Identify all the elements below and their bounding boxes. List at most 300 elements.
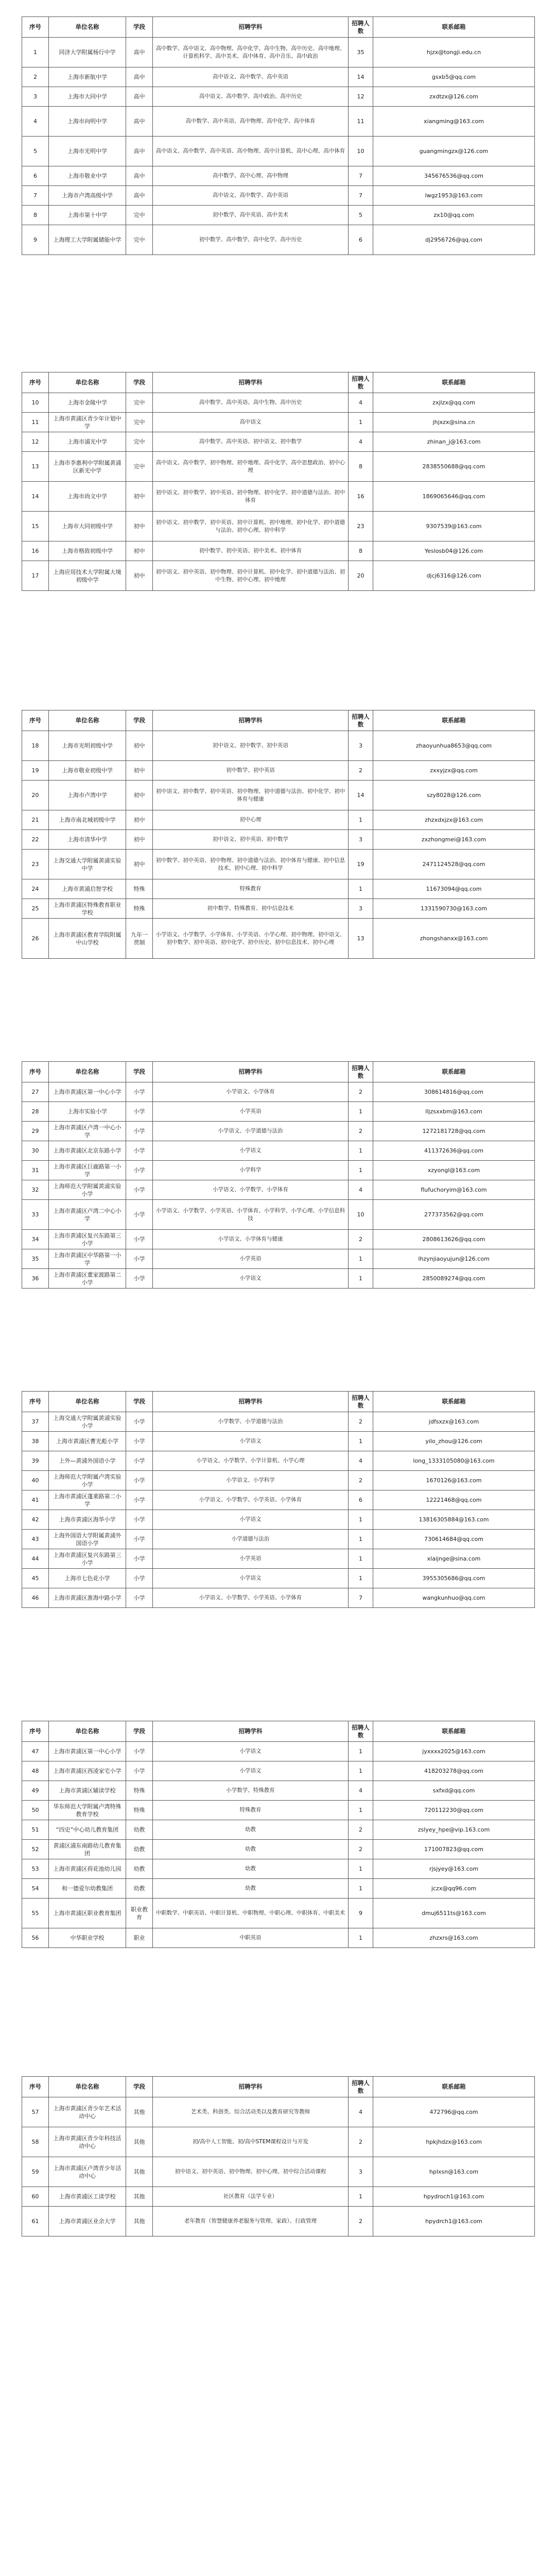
school-stage: 初中 xyxy=(126,731,153,761)
school-stage: 高中 xyxy=(126,166,153,186)
column-header-subjects: 招聘学科 xyxy=(153,1721,349,1742)
unit-name: 上海市金陵中学 xyxy=(49,393,126,413)
row-number: 39 xyxy=(22,1451,49,1471)
table-row xyxy=(22,482,535,512)
hiring-count: 2 xyxy=(349,761,373,781)
subjects: 幼教 xyxy=(153,1840,349,1859)
school-stage: 完中 xyxy=(126,452,153,482)
subjects: 小学语文、小学数学、小学英语、小学体育、小学科学、小学心理、小学信息科技 xyxy=(153,1200,349,1230)
row-number: 17 xyxy=(22,561,49,591)
subjects: 小学语文 xyxy=(153,1269,349,1289)
contact-email: zhaoyunhua8653@qq.com xyxy=(373,731,535,761)
contact-email: hplxsn@163.com xyxy=(373,2157,535,2187)
row-number: 4 xyxy=(22,107,49,137)
school-stage: 初中 xyxy=(126,482,153,512)
hiring-count: 4 xyxy=(349,1180,373,1200)
contact-email: dmuj6511ts@163.com xyxy=(373,1899,535,1928)
contact-email: 12221468@qq.com xyxy=(373,1490,535,1510)
row-number: 1 xyxy=(22,38,49,67)
table-row xyxy=(22,186,535,206)
row-number: 56 xyxy=(22,1928,49,1948)
school-stage: 特殊 xyxy=(126,899,153,919)
table-row xyxy=(22,166,535,186)
subjects: 幼教 xyxy=(153,1879,349,1899)
hiring-count: 3 xyxy=(349,2157,373,2187)
table-row xyxy=(22,1161,535,1180)
row-number: 44 xyxy=(22,1549,49,1569)
row-number: 31 xyxy=(22,1161,49,1180)
subjects: 小学道德与法治 xyxy=(153,1530,349,1549)
unit-name: 上海市黄浦区青少年科技活动中心 xyxy=(49,2127,126,2157)
subjects: 幼教 xyxy=(153,1859,349,1879)
table-row xyxy=(22,761,535,781)
hiring-count: 1 xyxy=(349,1102,373,1122)
subjects: 初/高中人工智能、初/高中STEM课程设计与开发 xyxy=(153,2127,349,2157)
table-row xyxy=(22,1510,535,1530)
unit-name: 上海应用技术大学附属大境初级中学 xyxy=(49,561,126,591)
contact-email: flufuchoryim@163.com xyxy=(373,1180,535,1200)
contact-email: xiangming@163.com xyxy=(373,107,535,137)
unit-name: 上海交通大学附属黄浦实验中学 xyxy=(49,850,126,879)
school-stage: 职业教育 xyxy=(126,1899,153,1928)
school-stage: 高中 xyxy=(126,67,153,87)
unit-name: 上海师范大学附属卢湾实验小学 xyxy=(49,1471,126,1490)
unit-name: 上海市黄浦区青少年计划中学 xyxy=(49,413,126,432)
row-number: 58 xyxy=(22,2127,49,2157)
table-header-row xyxy=(22,17,535,38)
table-row xyxy=(22,452,535,482)
contact-email: jczx@qq96.com xyxy=(373,1879,535,1899)
table-row xyxy=(22,1432,535,1451)
hiring-count: 14 xyxy=(349,67,373,87)
row-number: 57 xyxy=(22,2097,49,2127)
school-stage: 小学 xyxy=(126,1269,153,1289)
row-number: 9 xyxy=(22,225,49,255)
subjects: 初中语文、初中数学、初中英语、初中物理、初中化学、初中道德与法治、初中体育 xyxy=(153,482,349,512)
school-stage: 其他 xyxy=(126,2187,153,2207)
unit-name: 上海师范大学附属黄浦实验小学 xyxy=(49,1180,126,1200)
column-header-subjects: 招聘学科 xyxy=(153,372,349,393)
school-stage: 完中 xyxy=(126,432,153,452)
unit-name: 上海市黄浦区西凌家宅小学 xyxy=(49,1761,126,1781)
column-header-hiring-count: 招聘人数 xyxy=(349,710,373,731)
recruitment-table xyxy=(22,1061,535,1289)
unit-name: 上海市第十中学 xyxy=(49,206,126,225)
subjects: 小学语文 xyxy=(153,1742,349,1761)
unit-name: 上海市南北城初级中学 xyxy=(49,810,126,830)
school-stage: 小学 xyxy=(126,1249,153,1269)
hiring-count: 4 xyxy=(349,393,373,413)
table-row xyxy=(22,206,535,225)
unit-name: 上海市黄浦区复兴东路第三小学 xyxy=(49,1549,126,1569)
row-number: 23 xyxy=(22,850,49,879)
contact-email: 2838550688@qq.com xyxy=(373,452,535,482)
row-number: 20 xyxy=(22,781,49,810)
unit-name: 上海交通大学附属黄浦实验小学 xyxy=(49,1412,126,1432)
row-number: 30 xyxy=(22,1141,49,1161)
contact-email: gsxb5@qq.com xyxy=(373,67,535,87)
unit-name: 上海市黄浦区职业教育集团 xyxy=(49,1899,126,1928)
subjects: 小学英语 xyxy=(153,1549,349,1569)
subjects: 高中数学、高中语文、高中物理、高中化学、高中生物、高中历史、高中地理、计算机科学、高中美术、高中体育、高中音乐、高中政治 xyxy=(153,38,349,67)
hiring-count: 2 xyxy=(349,1412,373,1432)
subjects: 小学语文、小学体育 xyxy=(153,1082,349,1102)
row-number: 27 xyxy=(22,1082,49,1102)
row-number: 61 xyxy=(22,2207,49,2236)
school-stage: 小学 xyxy=(126,1451,153,1471)
row-number: 12 xyxy=(22,432,49,452)
school-stage: 初中 xyxy=(126,810,153,830)
school-stage: 其他 xyxy=(126,2207,153,2236)
hiring-count: 8 xyxy=(349,541,373,561)
unit-name: 上海市黄浦区曹光彪小学 xyxy=(49,1432,126,1451)
hiring-count: 4 xyxy=(349,1781,373,1801)
subjects: 小学语文、小学数学、小学英语、小学体育 xyxy=(153,1588,349,1608)
column-header-row-number: 序号 xyxy=(22,2077,49,2097)
unit-name: 上海市黄浦区第一中心小学 xyxy=(49,1082,126,1102)
contact-email: rjsjyey@163.com xyxy=(373,1859,535,1879)
contact-email: zslyey_hpe@vip.163.com xyxy=(373,1820,535,1840)
hiring-count: 1 xyxy=(349,1249,373,1269)
contact-email: lhzynjiaoyujun@126.com xyxy=(373,1249,535,1269)
contact-email: 345676536@qq.com xyxy=(373,166,535,186)
unit-name: 上海市李惠利中学附属黄浦区新光中学 xyxy=(49,452,126,482)
subjects: 初中心理 xyxy=(153,810,349,830)
table-row xyxy=(22,1840,535,1859)
contact-email: zhinan_j@163.com xyxy=(373,432,535,452)
subjects: 初中数学、高中数学、高中化学、高中历史 xyxy=(153,225,349,255)
table-header-row xyxy=(22,710,535,731)
column-header-school-stage: 学段 xyxy=(126,372,153,393)
subjects: 初中语文、初中数学、初中英语、初中物理、初中道德与法治、初中化学、初中体育与健康 xyxy=(153,781,349,810)
column-header-row-number: 序号 xyxy=(22,1062,49,1082)
table-row xyxy=(22,1082,535,1102)
school-stage: 初中 xyxy=(126,830,153,850)
unit-name: 上海市黄浦区青少年艺术活动中心 xyxy=(49,2097,126,2127)
column-header-hiring-count: 招聘人数 xyxy=(349,2077,373,2097)
row-number: 36 xyxy=(22,1269,49,1289)
school-stage: 小学 xyxy=(126,1490,153,1510)
hiring-count: 8 xyxy=(349,452,373,482)
contact-email: 2850089274@qq.com xyxy=(373,1269,535,1289)
subjects: 初中数学、特殊教育、初中信息技术 xyxy=(153,899,349,919)
contact-email: 730614684@qq.com xyxy=(373,1530,535,1549)
unit-name: 上海市黄浦区教育学院附属中山学校 xyxy=(49,919,126,959)
contact-email: 171007823@qq.com xyxy=(373,1840,535,1859)
table-row xyxy=(22,1412,535,1432)
subjects: 特殊教育 xyxy=(153,1801,349,1820)
school-stage: 小学 xyxy=(126,1742,153,1761)
column-header-school-stage: 学段 xyxy=(126,1062,153,1082)
table-row xyxy=(22,432,535,452)
table-row xyxy=(22,1859,535,1879)
subjects: 高中语文、高中数学、高中英语 xyxy=(153,67,349,87)
table-section xyxy=(22,372,534,591)
subjects: 初中数学、高中英语、高中美术 xyxy=(153,206,349,225)
subjects: 初中数学、初中英语 xyxy=(153,761,349,781)
contact-email: 1869065646@qq.com xyxy=(373,482,535,512)
hiring-count: 3 xyxy=(349,731,373,761)
table-row xyxy=(22,67,535,87)
subjects: 小学语文 xyxy=(153,1569,349,1588)
row-number: 45 xyxy=(22,1569,49,1588)
table-row xyxy=(22,2187,535,2207)
contact-email: 1670126@163.com xyxy=(373,1471,535,1490)
unit-name: 上海市光明初级中学 xyxy=(49,731,126,761)
table-row xyxy=(22,87,535,107)
school-stage: 其他 xyxy=(126,2157,153,2187)
table-row xyxy=(22,1451,535,1471)
hiring-count: 1 xyxy=(349,2187,373,2207)
hiring-count: 1 xyxy=(349,413,373,432)
recruitment-table xyxy=(22,16,535,255)
table-header-row xyxy=(22,2077,535,2097)
hiring-count: 35 xyxy=(349,38,373,67)
contact-email: zhongshanxx@163.com xyxy=(373,919,535,959)
school-stage: 特殊 xyxy=(126,1801,153,1820)
subjects: 高中语文、高中数学、高中政治、高中历史 xyxy=(153,87,349,107)
subjects: 中职数学、中职英语、中职计算机、中职物理、中职心理、中职体育、中职美术 xyxy=(153,1899,349,1928)
contact-email: hpydrch1@163.com xyxy=(373,2207,535,2236)
row-number: 3 xyxy=(22,87,49,107)
table-row xyxy=(22,1230,535,1249)
column-header-subjects: 招聘学科 xyxy=(153,1062,349,1082)
table-row xyxy=(22,1820,535,1840)
row-number: 5 xyxy=(22,137,49,166)
subjects: 幼教 xyxy=(153,1820,349,1840)
hiring-count: 2 xyxy=(349,2127,373,2157)
contact-email: hpkjhdzx@163.com xyxy=(373,2127,535,2157)
unit-name: 上海市光明中学 xyxy=(49,137,126,166)
row-number: 29 xyxy=(22,1122,49,1141)
table-row xyxy=(22,107,535,137)
contact-email: xlaijnge@sina.com xyxy=(373,1549,535,1569)
row-number: 24 xyxy=(22,879,49,899)
unit-name: 上海市大同初级中学 xyxy=(49,512,126,541)
table-row xyxy=(22,512,535,541)
school-stage: 初中 xyxy=(126,561,153,591)
row-number: 34 xyxy=(22,1230,49,1249)
hiring-count: 2 xyxy=(349,2207,373,2236)
unit-name: 上海市黄浦区业余大学 xyxy=(49,2207,126,2236)
table-header-row xyxy=(22,1062,535,1082)
hiring-count: 19 xyxy=(349,850,373,879)
unit-name: 上海市卢湾高级中学 xyxy=(49,186,126,206)
contact-email: long_1333105080@163.com xyxy=(373,1451,535,1471)
table-section xyxy=(22,1061,534,1289)
school-stage: 小学 xyxy=(126,1180,153,1200)
school-stage: 初中 xyxy=(126,850,153,879)
unit-name: 上海市浦光中学 xyxy=(49,432,126,452)
hiring-count: 1 xyxy=(349,1569,373,1588)
unit-name: 上外—黄浦外国语小学 xyxy=(49,1451,126,1471)
table-header-row xyxy=(22,372,535,393)
recruitment-table xyxy=(22,1391,535,1608)
column-header-unit-name: 单位名称 xyxy=(49,17,126,38)
row-number: 41 xyxy=(22,1490,49,1510)
hiring-count: 1 xyxy=(349,1742,373,1761)
subjects: 小学数学、特殊教育 xyxy=(153,1781,349,1801)
table-row xyxy=(22,2097,535,2127)
subjects: 小学语文 xyxy=(153,1432,349,1451)
contact-email: sxfxd@qq.com xyxy=(373,1781,535,1801)
contact-email: lwgz1953@163.com xyxy=(373,186,535,206)
hiring-count: 7 xyxy=(349,1588,373,1608)
school-stage: 特殊 xyxy=(126,1781,153,1801)
column-header-subjects: 招聘学科 xyxy=(153,2077,349,2097)
row-number: 42 xyxy=(22,1510,49,1530)
column-header-contact-email: 联系邮箱 xyxy=(373,1062,535,1082)
table-row xyxy=(22,1569,535,1588)
row-number: 10 xyxy=(22,393,49,413)
table-row xyxy=(22,1899,535,1928)
hiring-count: 1 xyxy=(349,1761,373,1781)
contact-email: 472796@qq.com xyxy=(373,2097,535,2127)
unit-name: 上海市黄浦区卢湾青少年活动中心 xyxy=(49,2157,126,2187)
school-stage: 幼教 xyxy=(126,1879,153,1899)
row-number: 59 xyxy=(22,2157,49,2187)
column-header-unit-name: 单位名称 xyxy=(49,1392,126,1412)
column-header-contact-email: 联系邮箱 xyxy=(373,1721,535,1742)
table-row xyxy=(22,1122,535,1141)
row-number: 46 xyxy=(22,1588,49,1608)
subjects: 初中语文、初中英语、初中物理、初中心理、初中综合活动课程 xyxy=(153,2157,349,2187)
table-row xyxy=(22,225,535,255)
table-row xyxy=(22,1530,535,1549)
table-row xyxy=(22,38,535,67)
table-section xyxy=(22,1391,534,1608)
column-header-contact-email: 联系邮箱 xyxy=(373,2077,535,2097)
table-row xyxy=(22,393,535,413)
school-stage: 小学 xyxy=(126,1141,153,1161)
unit-name: 上海市黄浦区卢湾二中心小学 xyxy=(49,1200,126,1230)
table-row xyxy=(22,1549,535,1569)
unit-name: 上海市黄浦区淮海中路小学 xyxy=(49,1588,126,1608)
table-row xyxy=(22,1269,535,1289)
unit-name: 上海市黄浦区卢湾一中心小学 xyxy=(49,1122,126,1141)
school-stage: 高中 xyxy=(126,137,153,166)
table-row xyxy=(22,1801,535,1820)
column-header-unit-name: 单位名称 xyxy=(49,710,126,731)
table-row xyxy=(22,1742,535,1761)
unit-name: 上海市黄浦区海华小学 xyxy=(49,1510,126,1530)
contact-email: djcj6316@126.com xyxy=(373,561,535,591)
recruitment-table xyxy=(22,372,535,591)
school-stage: 特殊 xyxy=(126,879,153,899)
school-stage: 小学 xyxy=(126,1412,153,1432)
subjects: 初中语文、初中数学、初中英语、初中计算机、初中地理、初中化学、初中道德与法治、初中心理、初中科学 xyxy=(153,512,349,541)
row-number: 22 xyxy=(22,830,49,850)
school-stage: 小学 xyxy=(126,1530,153,1549)
hiring-count: 2 xyxy=(349,1122,373,1141)
hiring-count: 7 xyxy=(349,166,373,186)
contact-email: 2471124528@qq.com xyxy=(373,850,535,879)
row-number: 40 xyxy=(22,1471,49,1490)
unit-name: 上海市黄浦启智学校 xyxy=(49,879,126,899)
column-header-school-stage: 学段 xyxy=(126,2077,153,2097)
hiring-count: 1 xyxy=(349,810,373,830)
table-row xyxy=(22,541,535,561)
school-stage: 幼教 xyxy=(126,1820,153,1840)
row-number: 7 xyxy=(22,186,49,206)
school-stage: 小学 xyxy=(126,1549,153,1569)
unit-name: 上海市黄浦区荷花池幼儿园 xyxy=(49,1859,126,1879)
school-stage: 幼教 xyxy=(126,1840,153,1859)
table-row xyxy=(22,1928,535,1948)
hiring-count: 20 xyxy=(349,561,373,591)
table-row xyxy=(22,830,535,850)
column-header-row-number: 序号 xyxy=(22,17,49,38)
table-row xyxy=(22,2207,535,2236)
contact-email: szy8028@126.com xyxy=(373,781,535,810)
contact-email: 13816305884@163.com xyxy=(373,1510,535,1530)
table-row xyxy=(22,1249,535,1269)
subjects: 小学英语 xyxy=(153,1102,349,1122)
recruitment-table xyxy=(22,710,535,959)
row-number: 35 xyxy=(22,1249,49,1269)
unit-name: 上海市黄浦区工读学校 xyxy=(49,2187,126,2207)
contact-email: zxxyjzx@qq.com xyxy=(373,761,535,781)
contact-email: yilo_zhou@126.com xyxy=(373,1432,535,1451)
row-number: 38 xyxy=(22,1432,49,1451)
hiring-count: 3 xyxy=(349,899,373,919)
subjects: 特殊教育 xyxy=(153,879,349,899)
school-stage: 职业 xyxy=(126,1928,153,1948)
column-header-unit-name: 单位名称 xyxy=(49,372,126,393)
subjects: 中职英语 xyxy=(153,1928,349,1948)
subjects: 初中数学、初中英语、初中物理、初中道德与法治、初中体育与健康、初中信息技术、初中心理、初中科学 xyxy=(153,850,349,879)
column-header-unit-name: 单位名称 xyxy=(49,1062,126,1082)
column-header-school-stage: 学段 xyxy=(126,1392,153,1412)
row-number: 26 xyxy=(22,919,49,959)
table-section xyxy=(22,2076,534,2236)
contact-email: 418203278@qq.com xyxy=(373,1761,535,1781)
subjects: 小学英语 xyxy=(153,1249,349,1269)
table-section xyxy=(22,1721,534,1948)
table-row xyxy=(22,1471,535,1490)
row-number: 8 xyxy=(22,206,49,225)
hiring-count: 1 xyxy=(349,1432,373,1451)
row-number: 19 xyxy=(22,761,49,781)
unit-name: 上海市黄浦区董家渡路第二小学 xyxy=(49,1269,126,1289)
hiring-count: 4 xyxy=(349,2097,373,2127)
column-header-hiring-count: 招聘人数 xyxy=(349,17,373,38)
row-number: 52 xyxy=(22,1840,49,1859)
unit-name: 上海市黄浦区复兴东路第三小学 xyxy=(49,1230,126,1249)
school-stage: 高中 xyxy=(126,186,153,206)
unit-name: 和一德爱尔幼教集团 xyxy=(49,1879,126,1899)
recruitment-table xyxy=(22,1721,535,1948)
row-number: 14 xyxy=(22,482,49,512)
contact-email: wangkunhuo@qq.com xyxy=(373,1588,535,1608)
unit-name: 上海市黄浦区蓬莱路第二小学 xyxy=(49,1490,126,1510)
hiring-count: 2 xyxy=(349,1471,373,1490)
table-row xyxy=(22,1879,535,1899)
school-stage: 小学 xyxy=(126,1082,153,1102)
school-stage: 小学 xyxy=(126,1471,153,1490)
school-stage: 初中 xyxy=(126,781,153,810)
table-header-row xyxy=(22,1721,535,1742)
recruitment-table xyxy=(22,2076,535,2236)
school-stage: 高中 xyxy=(126,38,153,67)
hiring-count: 13 xyxy=(349,919,373,959)
subjects: 高中数学、高中心理、高中物理 xyxy=(153,166,349,186)
column-header-subjects: 招聘学科 xyxy=(153,710,349,731)
table-row xyxy=(22,731,535,761)
table-section xyxy=(22,710,534,959)
contact-email: zhzxdxjzx@163.com xyxy=(373,810,535,830)
row-number: 37 xyxy=(22,1412,49,1432)
